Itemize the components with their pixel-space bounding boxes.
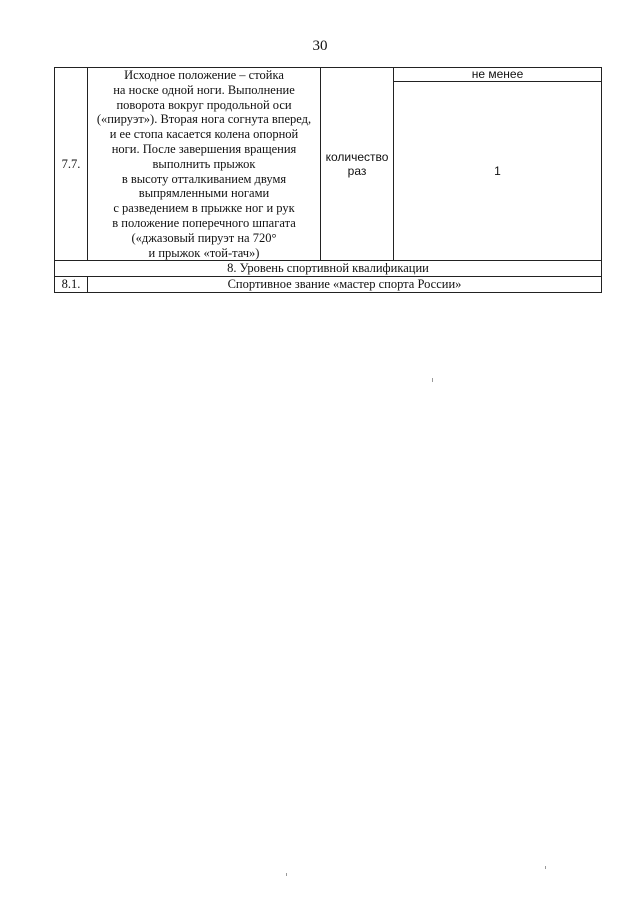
unit-cell xyxy=(321,68,394,261)
description-line: выпрямленными ногами xyxy=(138,186,270,201)
description-line: в положение поперечного шпагата xyxy=(112,215,296,230)
table-row xyxy=(55,68,602,82)
unit-line: раз xyxy=(347,164,367,179)
standards-table xyxy=(54,67,602,293)
unit-line: количество xyxy=(325,150,389,165)
norm-header-cell: не менее xyxy=(394,68,602,82)
row-number-cell: 8.1. xyxy=(55,277,88,293)
scan-artifact xyxy=(432,378,433,382)
scan-artifact xyxy=(286,873,287,876)
description-line: и прыжок «той-тач») xyxy=(148,245,260,260)
qualification-cell: Спортивное звание «мастер спорта России» xyxy=(88,277,602,293)
description-line: ноги. После завершения вращения xyxy=(111,141,297,156)
row-number-cell: 7.7. xyxy=(55,68,88,261)
description-line: выполнить прыжок xyxy=(152,156,256,171)
description-line: в высоту отталкиванием двумя xyxy=(121,171,287,186)
scan-artifact xyxy=(545,866,546,869)
description-line: Исходное положение – стойка xyxy=(124,68,284,82)
description-line: с разведением в прыжке ног и рук xyxy=(113,201,295,216)
description-line: («пируэт»). Вторая нога согнута вперед, xyxy=(96,112,312,127)
exercise-description-cell xyxy=(88,68,321,261)
table-row xyxy=(55,277,602,293)
page-number: 30 xyxy=(312,38,328,54)
section-row xyxy=(55,261,602,277)
norm-value-cell: 1 xyxy=(394,82,602,261)
description-line: («джазовый пируэт на 720° xyxy=(131,230,277,245)
section-title: 8. Уровень спортивной квалификации xyxy=(55,261,602,277)
description-line: на носке одной ноги. Выполнение xyxy=(113,82,295,97)
description-line: поворота вокруг продольной оси xyxy=(116,97,292,112)
description-line: и ее стопа касается колена опорной xyxy=(109,127,299,142)
